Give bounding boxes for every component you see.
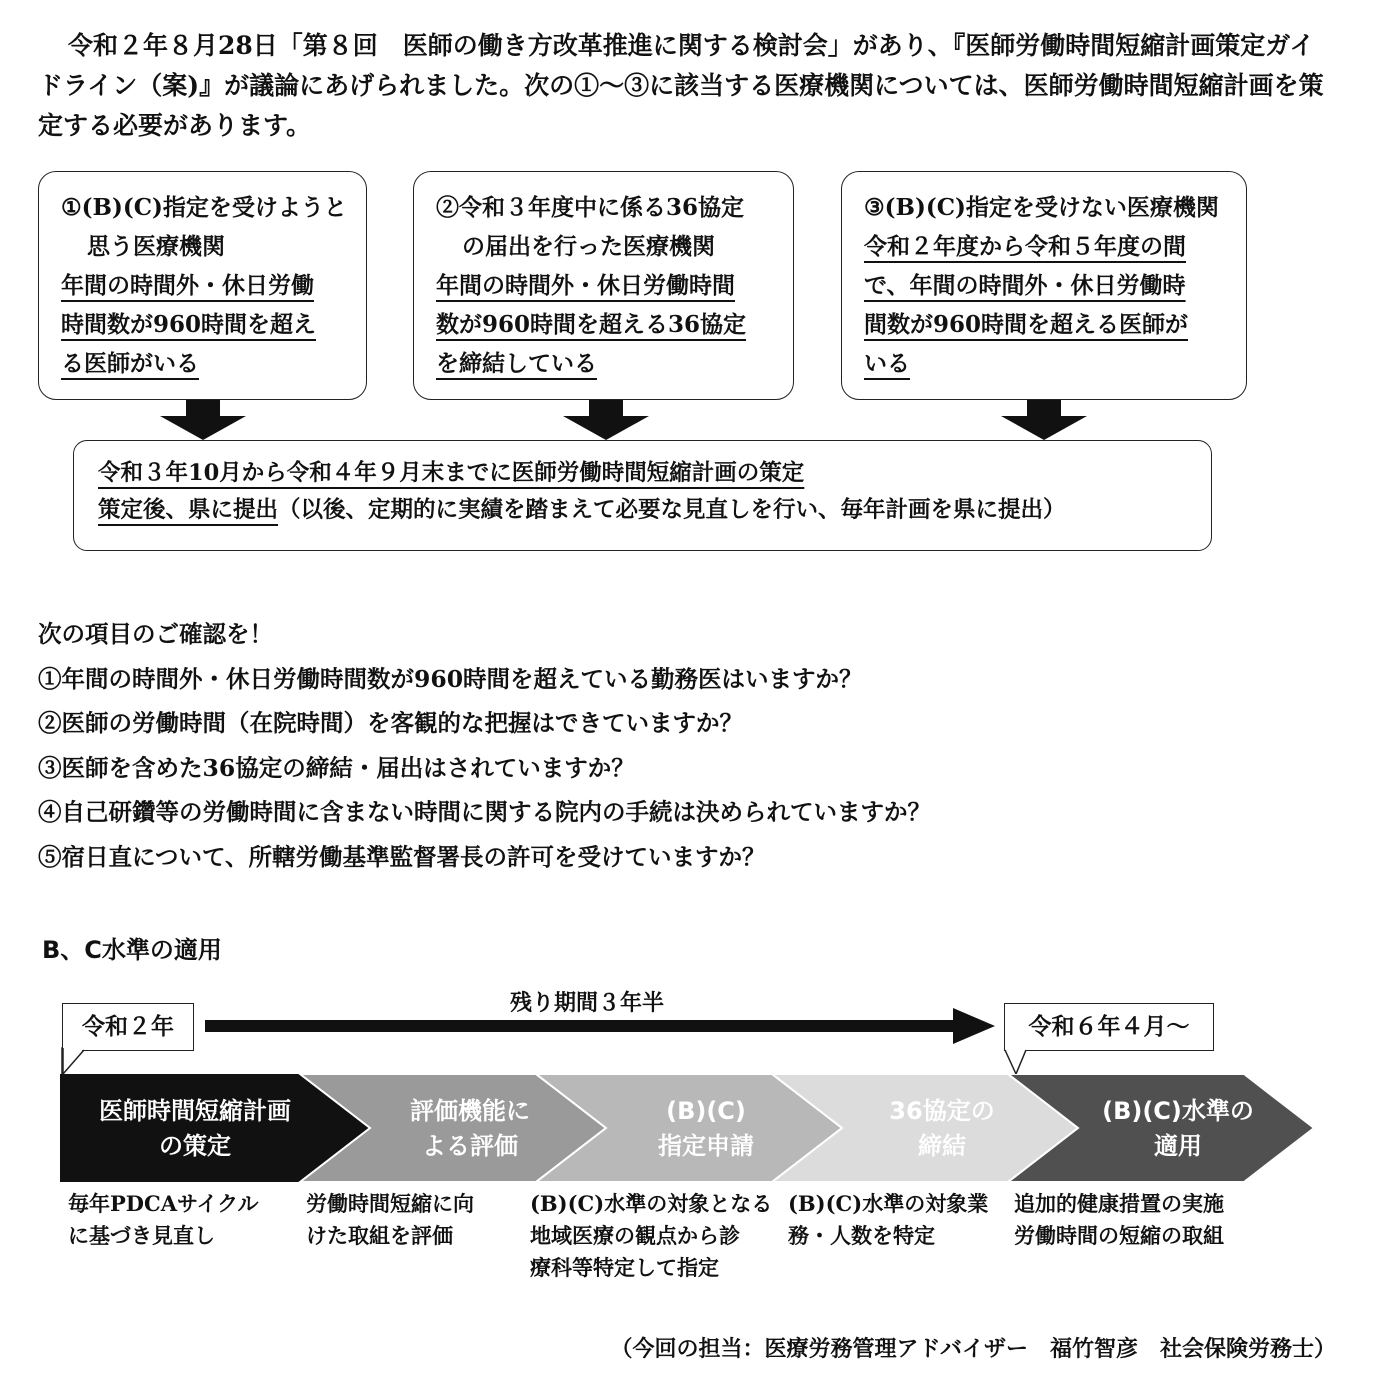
condition-box-1 [38, 171, 367, 400]
checklist-title: 次の項目のご確認を！ [38, 620, 273, 648]
description-line: 労働時間短縮に向 [306, 1191, 474, 1216]
box2-body-3: を締結している [436, 350, 597, 377]
step-3-line2: 指定申請 [658, 1132, 754, 1160]
description-line: (B)(C)水準の対象となる [530, 1191, 773, 1216]
result-line2-rest: （以後、定期的に実績を踏まえて必要な見直しを行い、毎年計画を県に提出） [278, 497, 1066, 523]
description-line: 毎年PDCAサイクル [68, 1191, 259, 1216]
step-3-label [596, 1094, 816, 1164]
step-3-line1: (B)(C) [666, 1097, 746, 1125]
description-line: 地域医療の観点から診 [530, 1223, 740, 1248]
box1-head2: 思う医療機関 [87, 233, 225, 260]
description-line: 労働時間の短縮の取組 [1014, 1223, 1224, 1248]
box3-body-4: いる [864, 350, 910, 377]
step-3-description [530, 1188, 772, 1284]
start-label: 令和２年 [62, 1003, 194, 1051]
step-1-label [65, 1094, 325, 1164]
box3-body-2: で、年間の時間外・休日労働時 [864, 272, 1186, 299]
result-line1: 令和３年10月から令和４年９月末までに医師労働時間短縮計画の策定 [98, 460, 805, 486]
description-line: 務・人数を特定 [788, 1223, 935, 1248]
box2-head2: の届出を行った医療機関 [462, 233, 715, 260]
box1-head1: ①(B)(C)指定を受けようと [61, 194, 347, 221]
description-line: 追加的健康措置の実施 [1014, 1191, 1224, 1216]
step-1-line2: の策定 [159, 1132, 231, 1160]
condition-box-3 [841, 171, 1247, 400]
checklist-item: ⑤宿日直について、所轄労働基準監督署長の許可を受けていますか？ [38, 842, 766, 871]
step-1-line1: 医師時間短縮計画 [99, 1097, 291, 1125]
checklist-item: ①年間の時間外・休日労働時間数が960時間を超えている勤務医はいますか？ [38, 664, 863, 693]
step-4-description [788, 1188, 988, 1252]
box1-body-2: 時間数が960時間を超え [61, 311, 317, 338]
step-2-label [360, 1094, 580, 1164]
box1-body-3: る医師がいる [61, 350, 199, 377]
step-5-line1: (B)(C)水準の [1102, 1097, 1254, 1125]
box2-body-1: 年間の時間外・休日労働時間 [436, 272, 735, 299]
right-arrow-icon [205, 1006, 995, 1046]
step-4-label [832, 1094, 1052, 1164]
box3-head1: ③(B)(C)指定を受けない医療機関 [864, 194, 1219, 221]
step-5-line2: 適用 [1154, 1132, 1202, 1160]
box1-body-1: 年間の時間外・休日労働 [61, 272, 314, 299]
section-heading: B、C水準の適用 [42, 936, 222, 964]
checklist-item: ③医師を含めた36協定の締結・届出はされていますか？ [38, 753, 635, 782]
box3-body-1: 令和２年度から令和５年度の間 [864, 233, 1186, 260]
description-line: けた取組を評価 [306, 1223, 453, 1248]
step-2-line2: よる評価 [422, 1132, 518, 1160]
remaining-period: 残り期間３年半 [510, 990, 665, 1016]
step-4-line2: 締結 [918, 1132, 966, 1160]
step-5-description [1014, 1188, 1224, 1252]
description-line: (B)(C)水準の対象業 [788, 1191, 989, 1216]
step-2-description [306, 1188, 474, 1252]
checklist-item: ②医師の労働時間（在院時間）を客観的な把握はできていますか？ [38, 709, 743, 737]
description-line: に基づき見直し [68, 1223, 215, 1248]
box3-body-3: 間数が960時間を超える医師が [864, 311, 1189, 338]
step-4-line1: 36協定の [889, 1097, 995, 1125]
end-label: 令和６年４月～ [1004, 1003, 1214, 1051]
step-5-label [1068, 1094, 1288, 1164]
step-1-description [68, 1188, 259, 1252]
box2-head1: ②令和３年度中に係る36協定 [436, 194, 745, 221]
footer-credit: （今回の担当：医療労務管理アドバイザー 福竹智彦 社会保険労務士） [610, 1336, 1336, 1362]
checklist [38, 612, 931, 879]
result-line2-underlined: 策定後、県に提出 [98, 497, 279, 523]
intro-paragraph: 令和２年８月28日「第８回 医師の働き方改革推進に関する検討会」があり、『医師労働時間短縮計画策定ガイドライン（案)』が議論にあげられました。次の①～③に該当する医療機関については、医師労働時間短縮計画を策定する必要があります。 [38, 31, 1324, 140]
down-arrow-icon [1001, 400, 1087, 440]
result-box [73, 440, 1212, 551]
checklist-item: ④自己研鑽等の労働時間に含まない時間に関する院内の手続は決められていますか？ [38, 798, 931, 826]
down-arrow-icon [160, 400, 246, 440]
condition-box-2 [413, 171, 794, 400]
down-arrow-icon [563, 400, 649, 440]
description-line: 療科等特定して指定 [530, 1255, 719, 1280]
step-2-line1: 評価機能に [410, 1097, 530, 1125]
box2-body-2: 数が960時間を超える36協定 [436, 311, 747, 338]
